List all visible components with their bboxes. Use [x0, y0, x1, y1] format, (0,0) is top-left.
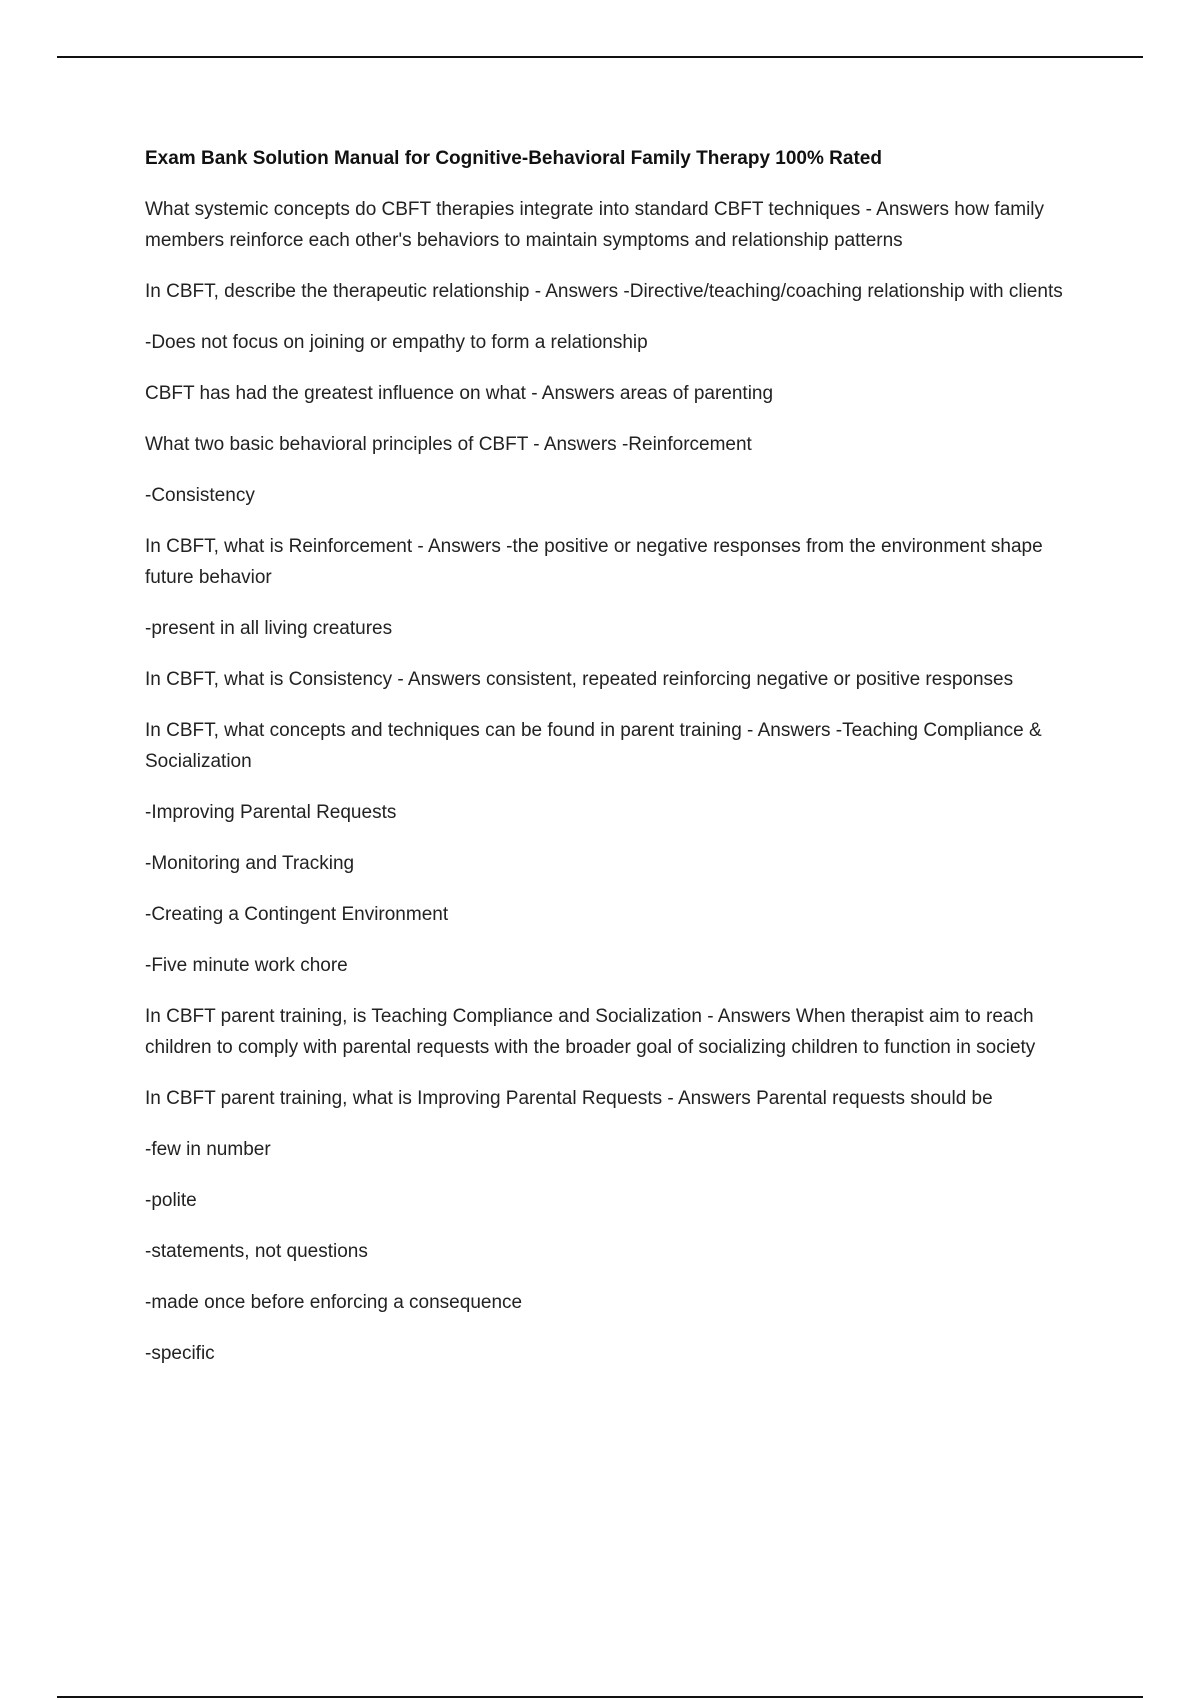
- paragraph: -made once before enforcing a consequence: [145, 1292, 523, 1313]
- document-title: Exam Bank Solution Manual for Cognitive-Behavioral Family Therapy 100% Rated: [145, 148, 882, 169]
- paragraph: In CBFT, what is Consistency - Answers consistent, repeated reinforcing negative or positive responses: [145, 669, 1014, 690]
- paragraph: In CBFT, what concepts and techniques can be found in parent training - Answers -Teaching Compliance & Socialization: [145, 720, 1042, 772]
- paragraph: What two basic behavioral principles of CBFT - Answers -Reinforcement: [145, 434, 752, 455]
- paragraph: -Monitoring and Tracking: [145, 853, 355, 874]
- header-rule: [57, 56, 1143, 58]
- footer-rule: [57, 1696, 1143, 1698]
- paragraph: -polite: [145, 1190, 197, 1211]
- paragraph: What systemic concepts do CBFT therapies integrate into standard CBFT techniques - Answers how family members reinforce each other's behaviors to maintain symptoms and relationship patterns: [145, 199, 1045, 251]
- paragraph: -few in number: [145, 1139, 271, 1160]
- paragraph: In CBFT, describe the therapeutic relationship - Answers -Directive/teaching/coaching relationship with clients: [145, 281, 1063, 302]
- paragraph: -specific: [145, 1343, 215, 1364]
- paragraph: In CBFT parent training, what is Improving Parental Requests - Answers Parental requests should be: [145, 1088, 993, 1109]
- document-body: [145, 146, 1095, 1389]
- paragraph: CBFT has had the greatest influence on what - Answers areas of parenting: [145, 383, 774, 404]
- paragraph: -Five minute work chore: [145, 955, 348, 976]
- paragraph: -Improving Parental Requests: [145, 802, 397, 823]
- paragraph: -Does not focus on joining or empathy to form a relationship: [145, 332, 648, 353]
- paragraph: -present in all living creatures: [145, 618, 393, 639]
- paragraph: In CBFT parent training, is Teaching Compliance and Socialization - Answers When therapist aim to reach children to comply with parental requests with the broader goal of socializing children to function in society: [145, 1006, 1036, 1058]
- paragraph: -Creating a Contingent Environment: [145, 904, 449, 925]
- paragraph: In CBFT, what is Reinforcement - Answers -the positive or negative responses from the environment shape future behavior: [145, 536, 1043, 588]
- paragraph: -statements, not questions: [145, 1241, 368, 1262]
- paragraph: -Consistency: [145, 485, 255, 506]
